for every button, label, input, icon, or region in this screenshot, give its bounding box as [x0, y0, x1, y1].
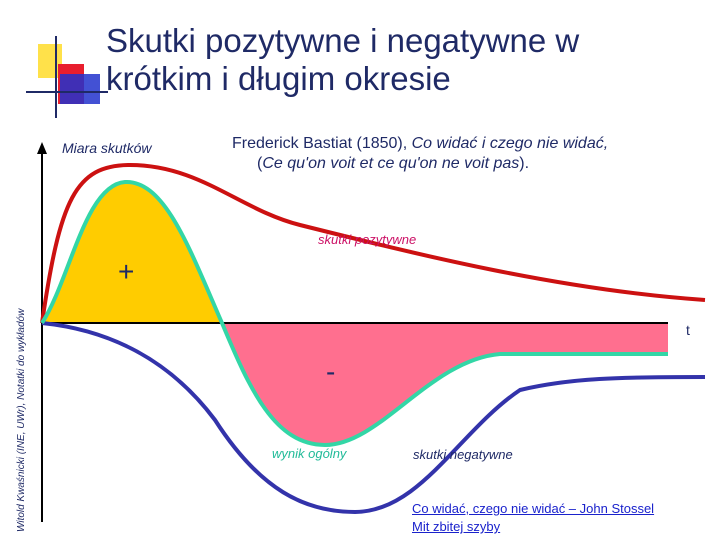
- overall-result-label: wynik ogólny: [272, 446, 347, 461]
- citation: [232, 134, 608, 174]
- y-axis-label: Miara skutków: [62, 140, 152, 156]
- citation-open-paren: (: [257, 155, 263, 172]
- links-block: [412, 500, 654, 536]
- negative-effects-label: skutki negatywne: [413, 447, 513, 462]
- link-john-stossel[interactable]: Co widać, czego nie widać – John Stossel: [412, 501, 655, 516]
- y-axis-arrowhead: [37, 142, 47, 154]
- vertical-credit: Witold Kwaśnicki (INE, UWr), Notatki do wykładów: [16, 308, 27, 532]
- negative-area-fill: [222, 323, 668, 445]
- link-broken-window[interactable]: Mit zbitej szyby: [412, 519, 501, 534]
- x-axis-label: t: [686, 322, 690, 338]
- slide-title-line2: krótkim i długim okresie: [106, 60, 451, 97]
- minus-sign: -: [326, 356, 336, 387]
- citation-title-pl: Co widać i czego nie widać,: [411, 135, 609, 152]
- citation-title-fr: Ce qu'on voit et ce qu'on ne voit pas: [262, 155, 520, 172]
- citation-line1: [232, 135, 608, 152]
- slide-title-line1: Skutki pozytywne i negatywne w: [106, 22, 580, 59]
- citation-line2: [232, 154, 608, 174]
- positive-effects-label: skutki pozytywne: [318, 232, 417, 247]
- citation-author: Frederick Bastiat (1850),: [232, 135, 412, 152]
- plus-sign: +: [118, 256, 135, 287]
- citation-close-paren: ).: [519, 155, 530, 172]
